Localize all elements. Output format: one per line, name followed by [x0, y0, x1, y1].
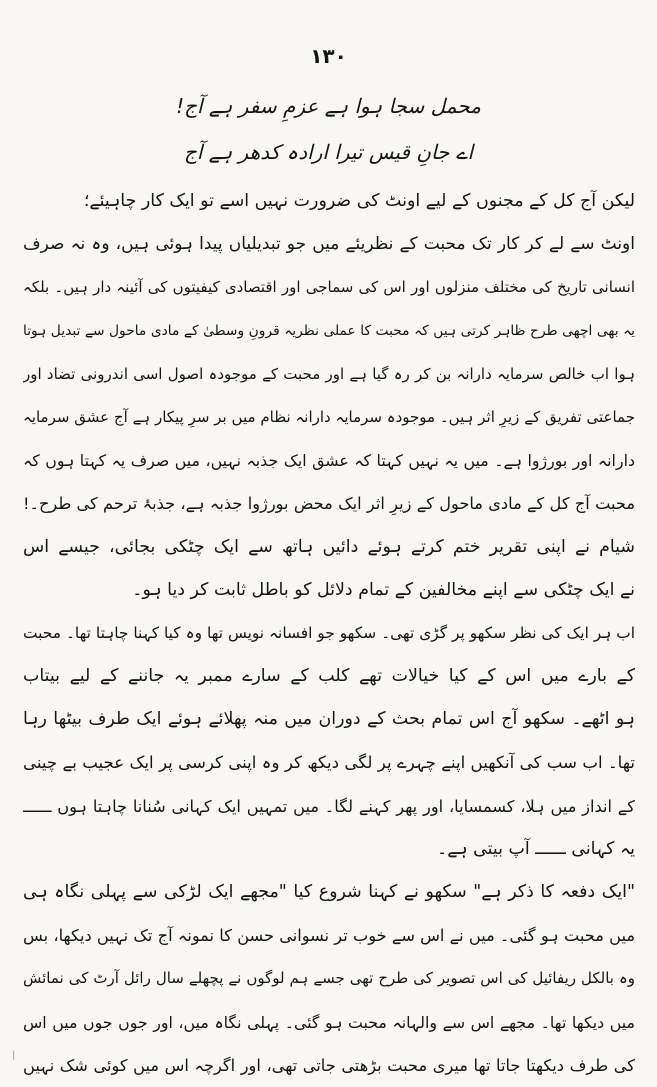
text-line: میں دیکھا تھا۔ مجھے اس سے والہانہ محبت ہو گئی۔ پہلی نگاہ میں، اور جوں جوں میں اس [23, 1012, 635, 1032]
text-line: دارانہ اور بورژوا ہے۔ میں یہ نہیں کہتا کہ عشق ایک جذبہ نہیں، میں صرف یہ کہتا ہوں کہ [23, 451, 635, 471]
verse-line-2: اے جانِ قیس تیرا ارادہ کدھر ہے آج [183, 140, 474, 164]
text-line: شیام نے اپنی تقریر ختم کرتے ہوئے دائیں ہاتھ سے ایک چٹکی بجائی، جیسے اس [23, 536, 635, 557]
text-line: ہو اٹھے۔ سکھو آج اس تمام بحث کے دوران میں منہ پھلائے ہوئے ایک طرف بیٹھا رہا [23, 709, 635, 730]
text-line: جماعتی تفریق کے زیرِ اثر ہیں۔ موجودہ سرمایہ دارانہ نظام میں بر سرِ پیکار ہے آج عشق سرمایہ [23, 407, 635, 426]
text-line: لیکن آج کل کے مجنوں کے لیے اونٹ کی ضرورت نہیں اسے تو ایک کار چاہیئے؛ [83, 191, 635, 211]
page-number: ۱۳۰ [310, 44, 347, 68]
text-line: میں محبت ہو گئی۔ میں نے اس سے خوب تر نسوانی حسن کا نمونہ آج تک نہیں دیکھا، بس [23, 926, 635, 946]
text-line: محبت آج کل کے مادی ماحول کے زیرِ اثر ایک محض بورژوا جذبہ ہے، جذبۂ ترحم کی طرح۔! [23, 494, 635, 514]
text-line: "ایک دفعہ کا ذکر ہے" سکھو نے کہنا شروع کیا "مجھے ایک لڑکی سے پہلی نگاہ ہی [23, 882, 635, 902]
text-line: ہوا اب خالص سرمایہ دارانہ بن کر رہ گیا ہے اور محبت کے موجودہ اصول اسی اندرونی تضاد اور [23, 364, 635, 383]
text-line: کے بارے میں اس کے کیا خیالات تھے کلب کے سارے ممبر یہ جاننے کے لیے بیتاب [23, 666, 635, 687]
text-line: انسانی تاریخ کی مختلف منزلوں اور اس کی سماجی اور اقتصادی کیفیتوں کی آئینہ دار ہیں۔ بلکہ [23, 278, 635, 297]
text-line: یہ بھی اچھی طرح ظاہر کرتی ہیں کہ محبت کا عملی نظریہ قرونِ وسطیٰ کے مادی ماحول سے تبدیل ہوتا [23, 322, 635, 339]
text-line: نے ایک چٹکی سے اپنے مخالفین کے تمام دلائل کو باطل ثابت کر دیا ہو۔ [132, 579, 635, 600]
text-line: کی طرف دیکھتا جاتا تھا میری محبت بڑھتی جاتی تھی، اور اگرچہ اس میں کوئی شک نہیں [23, 1055, 635, 1075]
text-line: اونٹ سے لے کر کار تک محبت کے نظریئے میں جو تبدیلیاں پیدا ہوئی ہیں، وہ نہ صرف [23, 234, 635, 255]
verse-line-1: محمل سجا ہوا ہے عزمِ سفر ہے آج! [176, 94, 481, 118]
text-line: وہ بالکل ریفائیل کی اس تصویر کی طرح تھی جسے ہم لوگوں نے پچھلے سال رائل آرٹ کی نمائش [23, 969, 635, 988]
text-line: یہ کہانی ــــــ آپ بیتی ہے۔ [437, 838, 635, 859]
scan-mark: | [12, 1050, 16, 1061]
text-line: کے انداز میں ہلا، کسمسایا، اور پھر کہنے لگا۔ میں تمہیں ایک کہانی سُنانا چاہتا ہوں ــــــ [23, 796, 635, 816]
text-line: اب ہر ایک کی نظر سکھو پر گڑی تھی۔ سکھو جو افسانہ نویس تھا وہ کیا کہنا چاہتا تھا۔ محبت [23, 623, 635, 642]
text-line: تھا۔ اب سب کی آنکھیں اپنے چہرے پر لگی دیکھ کر وہ اپنی کرسی پر ایک عجیب بے چینی [23, 753, 635, 773]
body-text [23, 180, 635, 1087]
